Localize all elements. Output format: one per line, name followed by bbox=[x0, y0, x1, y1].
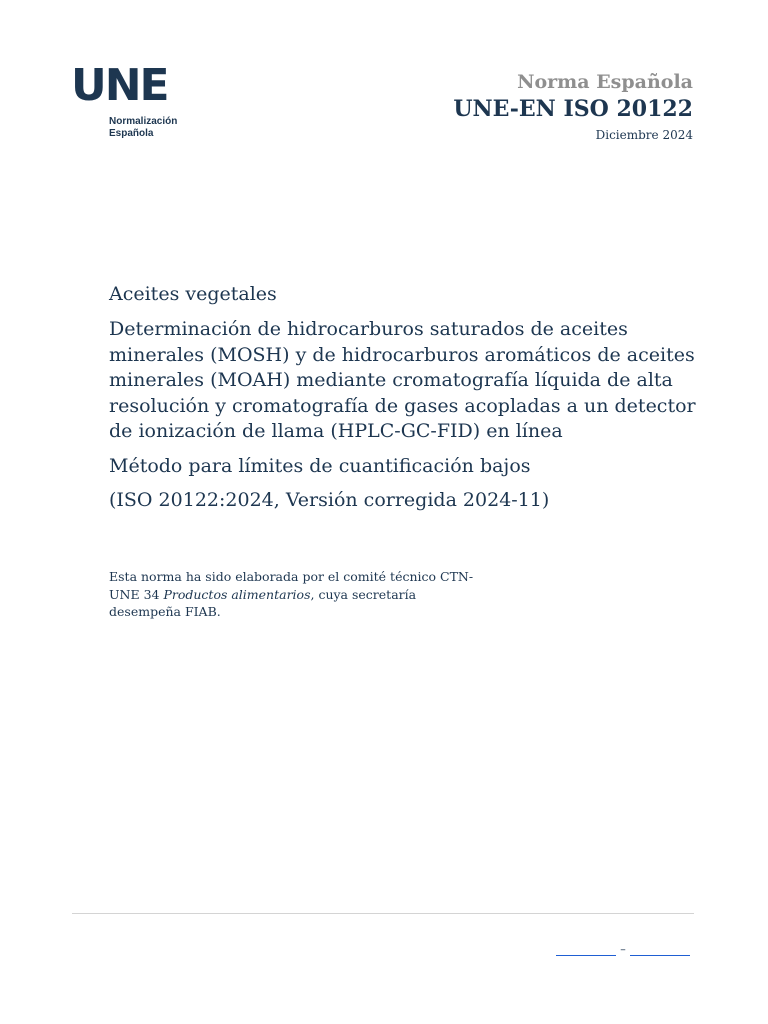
title-subtitle: Determinación de hidrocarburos saturados de aceites minerales (MOSH) y de hidrocarburos aromáticos de aceites minerales (MOAH) mediante cromatografía líquida de alta resolución y cromatografía de gases acopladas a un detector de ionización de llama (HPLC-GC-FID) en línea bbox=[109, 318, 696, 442]
footer-link-left[interactable] bbox=[556, 943, 616, 956]
title-method: Método para límites de cuantificación bajos bbox=[109, 454, 531, 477]
standard-type: Norma Española bbox=[517, 71, 693, 93]
title-block bbox=[109, 281, 709, 523]
footer-link-right[interactable] bbox=[630, 943, 690, 956]
standard-code: UNE-EN ISO 20122 bbox=[453, 96, 693, 122]
footer-divider bbox=[72, 913, 694, 914]
publication-date: Diciembre 2024 bbox=[595, 128, 693, 142]
logo-wordmark: UNE bbox=[71, 60, 168, 111]
title-main: Aceites vegetales bbox=[109, 283, 277, 305]
committee-prefix: Esta norma ha sido elaborada por el comité técnico CTN-UNE 34 bbox=[109, 569, 474, 602]
footer-separator: – bbox=[620, 943, 626, 956]
logo-subtitle-line2: Española bbox=[109, 128, 154, 139]
standard-header bbox=[453, 70, 693, 144]
une-logo bbox=[71, 60, 191, 140]
committee-name: Productos alimentarios bbox=[163, 586, 311, 602]
logo-subtitle bbox=[109, 116, 191, 140]
title-reference: (ISO 20122:2024, Versión corregida 2024-11) bbox=[109, 489, 550, 511]
committee-suffix: , cuya secretaría desempeña FIAB. bbox=[109, 586, 417, 619]
logo-subtitle-line1: Normalización bbox=[109, 116, 178, 127]
committee-note bbox=[109, 568, 489, 621]
footer-links bbox=[556, 942, 690, 956]
